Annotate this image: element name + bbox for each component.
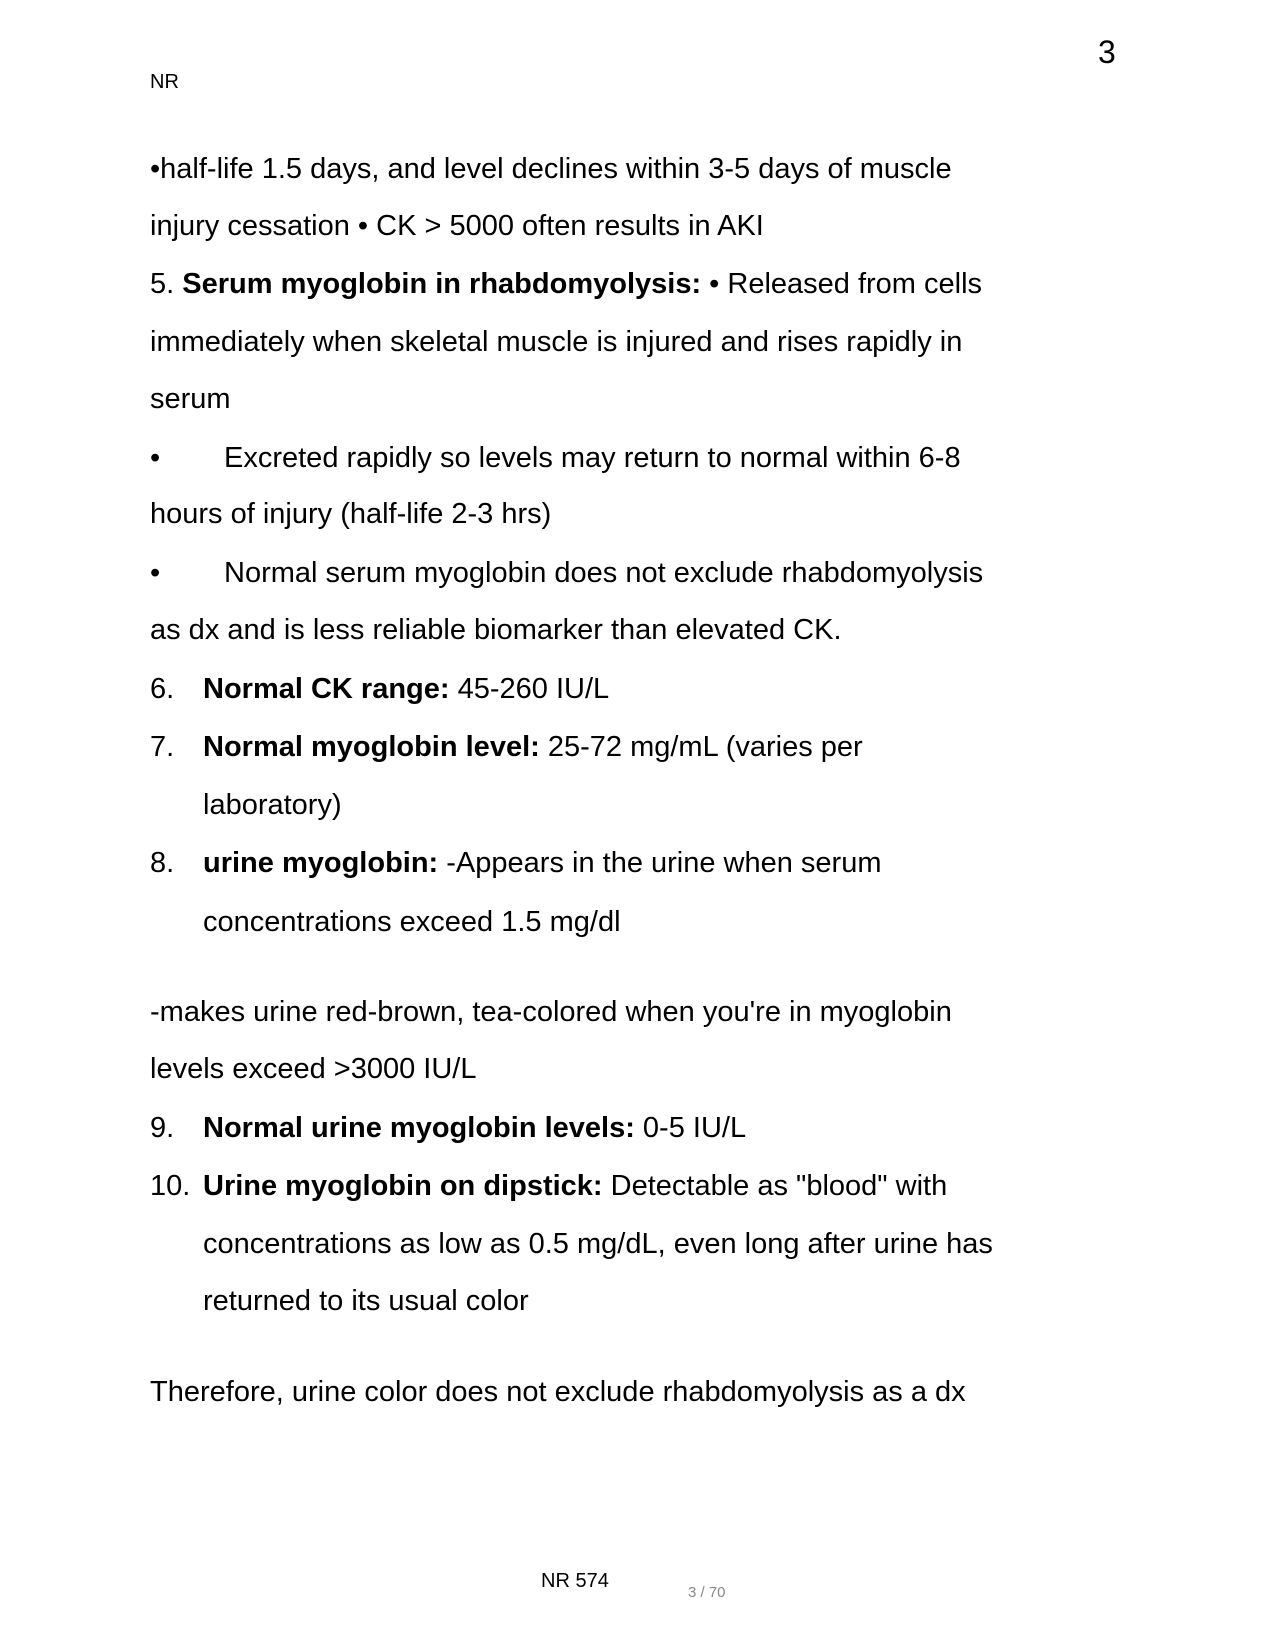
text-line: returned to its usual color <box>203 1285 529 1317</box>
list-item-10 <box>203 1169 947 1203</box>
bullet-text: Excreted rapidly so levels may return to normal within 6-8 <box>224 442 961 474</box>
text-line: injury cessation • CK > 5000 often results in AKI <box>150 210 764 242</box>
list-item-5 <box>150 267 982 301</box>
item-heading: Normal myoglobin level: <box>203 731 540 763</box>
text-line: Therefore, urine color does not exclude rhabdomyolysis as a dx <box>150 1376 966 1408</box>
text-line: hours of injury (half-life 2-3 hrs) <box>150 498 552 530</box>
text-line: laboratory) <box>203 789 342 821</box>
item-number: 10. <box>150 1170 191 1202</box>
footer-text: NR 574 <box>541 1570 609 1592</box>
list-item-6 <box>203 672 609 706</box>
list-item-8 <box>203 846 882 880</box>
item-heading: Urine myoglobin on dipstick: <box>203 1170 603 1202</box>
list-item-9 <box>203 1111 746 1145</box>
item-heading: Normal CK range: <box>203 673 450 705</box>
item-text: 25-72 mg/mL (varies per <box>539 731 863 763</box>
item-text: 45-260 IU/L <box>449 673 610 705</box>
item-number: 9. <box>150 1112 175 1144</box>
item-number: 6. <box>150 673 175 705</box>
text-line: -makes urine red-brown, tea-colored when you're in myoglobin <box>150 996 952 1028</box>
item-text: 0-5 IU/L <box>634 1112 747 1144</box>
list-item-7 <box>203 730 863 764</box>
item-heading: Serum myoglobin in rhabdomyolysis: <box>182 268 702 300</box>
text-line: serum <box>150 383 231 415</box>
bullet: • <box>150 442 161 474</box>
item-number: 5. <box>150 268 175 300</box>
bullet: • <box>150 557 161 589</box>
item-text: • Released from cells <box>701 268 983 300</box>
page-number: 3 <box>1098 34 1116 70</box>
header-text: NR <box>150 71 179 93</box>
item-text: Detectable as "blood" with <box>602 1170 948 1202</box>
text-line: levels exceed >3000 IU/L <box>150 1053 477 1085</box>
item-number: 7. <box>150 731 175 763</box>
item-text: -Appears in the urine when serum <box>438 847 882 879</box>
bullet-text: Normal serum myoglobin does not exclude rhabdomyolysis <box>224 557 984 589</box>
item-number: 8. <box>150 847 175 879</box>
item-heading: Normal urine myoglobin levels: <box>203 1112 635 1144</box>
text-line: concentrations exceed 1.5 mg/dl <box>203 906 621 938</box>
text-line: concentrations as low as 0.5 mg/dL, even long after urine has <box>203 1228 993 1260</box>
text-line: •half-life 1.5 days, and level declines within 3-5 days of muscle <box>150 153 952 185</box>
text-line: as dx and is less reliable biomarker than elevated CK. <box>150 614 842 646</box>
text-line: immediately when skeletal muscle is injured and rises rapidly in <box>150 326 963 358</box>
item-heading: urine myoglobin: <box>203 847 439 879</box>
page-counter: 3 / 70 <box>688 1584 726 1601</box>
